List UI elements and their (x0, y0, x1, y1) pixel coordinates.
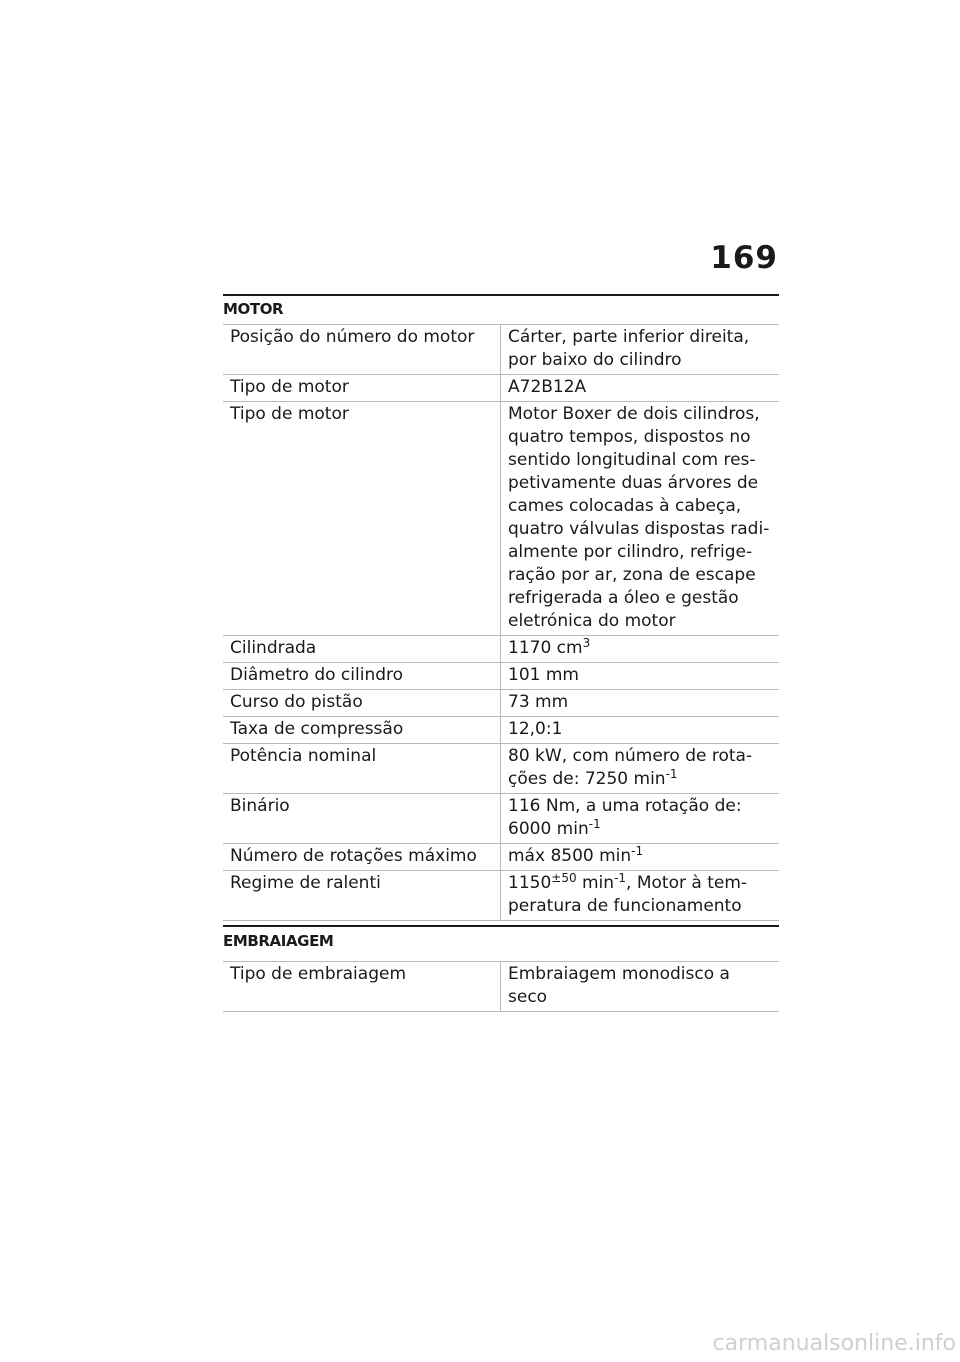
spec-value: Motor Boxer de dois cilindros, quatro tempos, dispostos no sentido longitudinal com res- petivamente duas árvores de cames colocadas à cabeça, quatro válvulas dispostas radi- almente por cilindro, refrige- ração por ar, zona de escape refrigerada a óleo e gestão eletrónica do motor (501, 402, 780, 636)
table-row (223, 325, 779, 375)
table-row (223, 717, 779, 744)
table-row (223, 375, 779, 402)
spec-value: 1170 $cm^3$ (501, 636, 780, 663)
spec-label: Tipo de motor (223, 402, 501, 636)
table-row (223, 744, 779, 794)
section-title-motor: MOTOR (223, 300, 284, 318)
spec-label: Número de rotações máximo (223, 844, 501, 871)
spec-value: 73 mm (501, 690, 780, 717)
spec-label: Regime de ralenti (223, 871, 501, 921)
table-row (223, 636, 779, 663)
embraiagem-section (223, 925, 779, 1012)
spec-label: Tipo de motor (223, 375, 501, 402)
spec-label: Curso do pistão (223, 690, 501, 717)
table-row (223, 962, 779, 1012)
spec-value: 12,0:1 (501, 717, 780, 744)
spec-value: Embraiagem monodisco a seco (501, 962, 780, 1012)
spec-label: Diâmetro do cilindro (223, 663, 501, 690)
spec-value: máx 8500 $\min^{-1}$ (501, 844, 780, 871)
page-number: 169 (710, 240, 778, 276)
table-row (223, 794, 779, 844)
spec-value: Cárter, parte inferior direita, por baixo do cilindro (501, 325, 780, 375)
section-title-embraiagem: EMBRAIAGEM (223, 932, 334, 950)
spec-value: 101 mm (501, 663, 780, 690)
spec-value: 116 Nm, a uma rotação de: 6000 $\min^{-1}$ (501, 794, 780, 844)
table-row (223, 402, 779, 636)
table-row (223, 663, 779, 690)
spec-label: Binário (223, 794, 501, 844)
spec-value: $1150^{\pm 50}$ $\min^{-1}$, Motor à tem- peratura de funcionamento (501, 871, 780, 921)
motor-spec-table (223, 324, 779, 921)
spec-label: Tipo de embraiagem (223, 962, 501, 1012)
spec-value: A72B12A (501, 375, 780, 402)
spec-value: 80 kW, com número de rota- ções de: 7250 $\min^{-1}$ (501, 744, 780, 794)
table-row (223, 871, 779, 921)
table-row (223, 690, 779, 717)
embraiagem-spec-table (223, 961, 779, 1012)
spec-label: Taxa de compressão (223, 717, 501, 744)
watermark-text: carmanualsonline.info (712, 1331, 956, 1356)
motor-section (223, 294, 779, 921)
table-row (223, 844, 779, 871)
spec-label: Posição do número do motor (223, 325, 501, 375)
spec-label: Potência nominal (223, 744, 501, 794)
spec-label: Cilindrada (223, 636, 501, 663)
